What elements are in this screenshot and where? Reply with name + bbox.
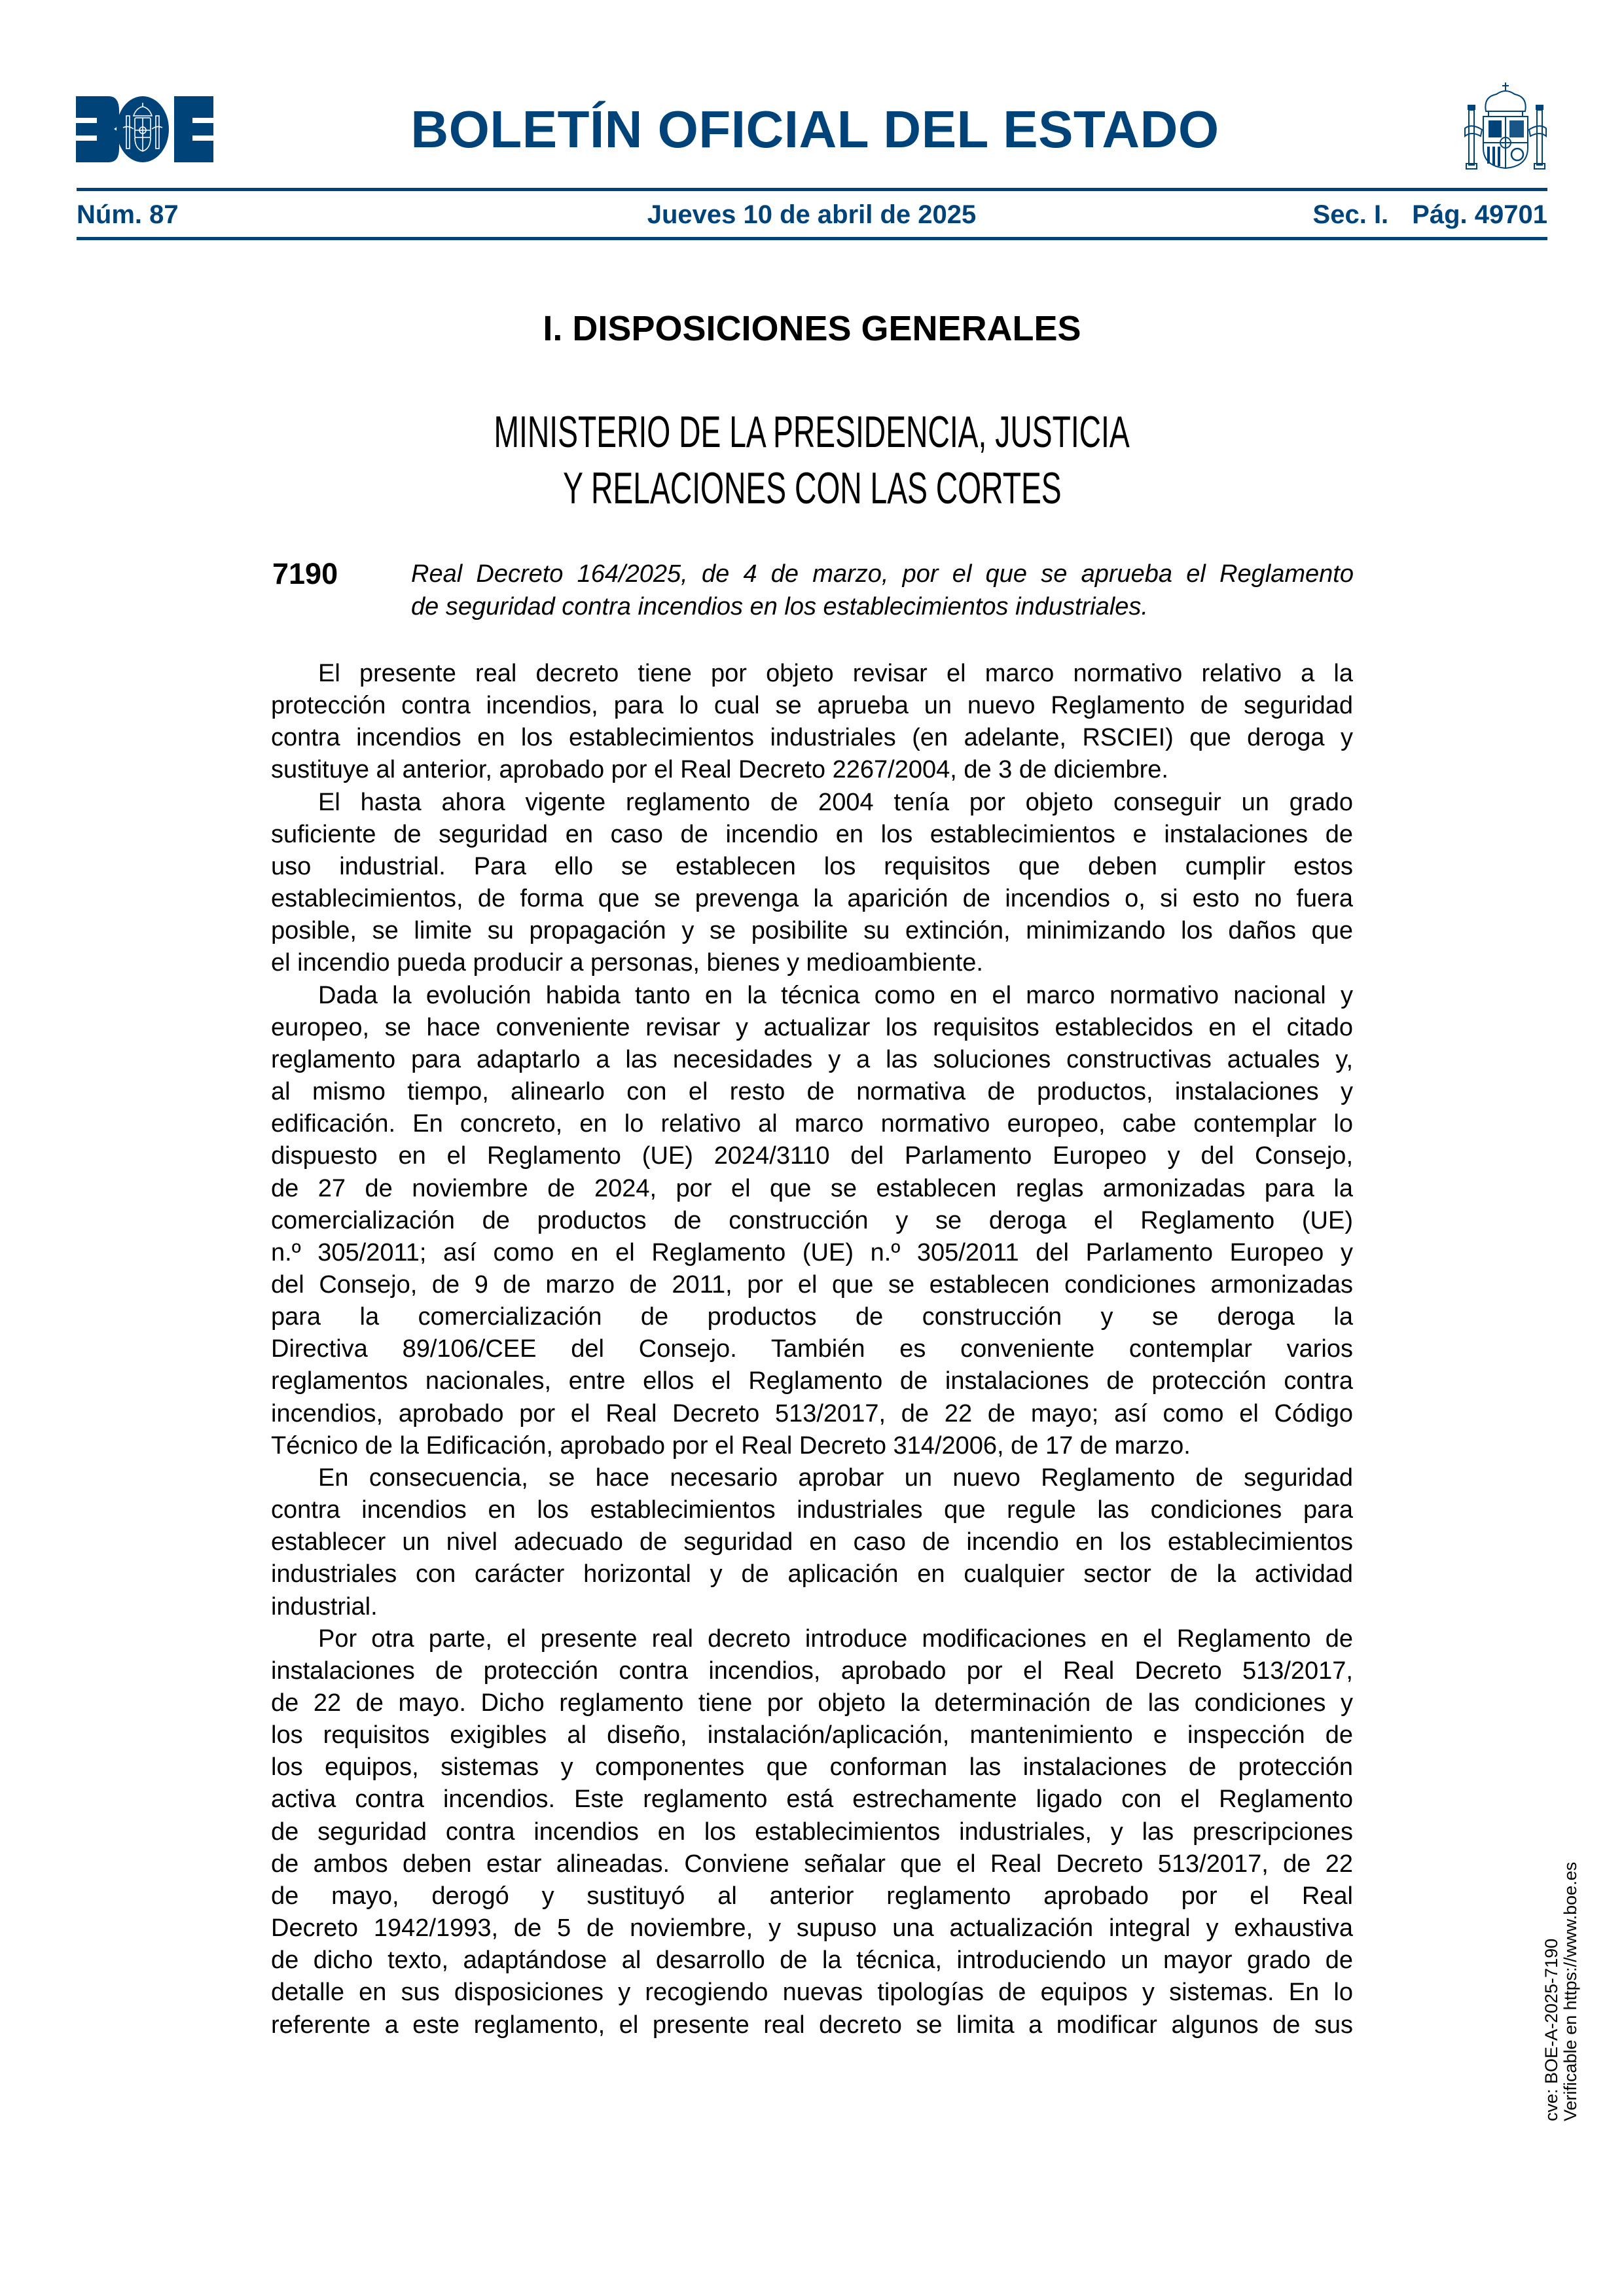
- coat-of-arms: [1464, 82, 1547, 170]
- body-line: n.º 305/2011; así como en el Reglamento (UE) n.º 305/2011 del Parlamento Europeo y: [271, 1238, 1353, 1266]
- header-rule-bottom: [77, 237, 1547, 240]
- body-line: En consecuencia, se hace necesario aprobar un nuevo Reglamento de seguridad: [318, 1463, 1353, 1492]
- section-heading: I. DISPOSICIONES GENERALES: [543, 309, 1081, 348]
- verification-note: [1542, 1833, 1580, 2121]
- issue-number: Núm. 87: [77, 200, 179, 229]
- body-line: dispuesto en el Reglamento (UE) 2024/3110 del Parlamento Europeo y del Consejo,: [271, 1142, 1353, 1170]
- body-line: contra incendios en los establecimientos industriales (en adelante, RSCIEI) que deroga y: [271, 724, 1353, 752]
- body-line: detalle en sus disposiciones y recogiendo nuevas tipologías de equipos y sistemas. En lo: [271, 1979, 1353, 2007]
- body-paragraph: [271, 787, 1353, 980]
- body-line: Decreto 1942/1993, de 5 de noviembre, y supuso una actualización integral y exhaustiva: [271, 1914, 1353, 1943]
- body-line: reglamentos nacionales, entre ellos el Reglamento de instalaciones de protección contra: [271, 1367, 1353, 1395]
- boe-logo: [76, 96, 240, 162]
- body-line: al mismo tiempo, alinearlo con el resto de normativa de productos, instalaciones y: [271, 1078, 1353, 1106]
- body-line: El presente real decreto tiene por objeto revisar el marco normativo relativo a la: [318, 660, 1353, 687]
- issue-date: Jueves 10 de abril de 2025: [647, 200, 977, 229]
- boe-logo-icon: [76, 96, 240, 162]
- body-line: protección contra incendios, para lo cual se aprueba un nuevo Reglamento de seguridad: [271, 692, 1353, 720]
- coat-of-arms-icon: [1464, 82, 1547, 170]
- body-line: Técnico de la Edificación, aprobado por el Real Decreto 314/2006, de 17 de marzo.: [271, 1431, 1191, 1460]
- body-line: reglamento para adaptarlo a las necesidades y a las soluciones constructivas actuales y,: [271, 1045, 1353, 1073]
- body-line: del Consejo, de 9 de marzo de 2011, por el que se establecen condiciones armonizadas: [271, 1270, 1353, 1299]
- decree-title: [411, 558, 1354, 623]
- decree-title-line: de seguridad contra incendios en los establecimientos industriales.: [411, 593, 1148, 620]
- decree-number: 7190: [272, 557, 338, 590]
- body-line: uso industrial. Para ello se establecen los requisitos que deben cumplir estos: [271, 852, 1353, 880]
- body-line: Por otra parte, el presente real decreto introduce modificaciones en el Reglamento de: [318, 1624, 1353, 1653]
- body-line: los requisitos exigibles al diseño, instalación/aplicación, mantenimiento e inspección de: [271, 1721, 1353, 1749]
- body-line: incendios, aprobado por el Real Decreto 513/2017, de 22 de mayo; así como el Código: [271, 1399, 1353, 1427]
- document-body: [271, 658, 1353, 2041]
- body-line: de dicho texto, adaptándose al desarrollo de la técnica, introduciendo un mayor grado de: [271, 1946, 1353, 1975]
- body-line: sustituye al anterior, aprobado por el Real Decreto 2267/2004, de 3 de diciembre.: [271, 756, 1168, 784]
- body-line: contra incendios en los establecimientos industriales que regule las condiciones para: [271, 1496, 1353, 1524]
- section-label: Sec. I.: [1312, 200, 1389, 229]
- body-line: referente a este reglamento, el presente real decreto se limita a modificar algunos de sus: [271, 2011, 1353, 2039]
- decree-title-line: Real Decreto 164/2025, de 4 de marzo, por el que se aprueba el Reglamento: [411, 560, 1354, 588]
- body-line: para la comercialización de productos de construcción y se deroga la: [271, 1303, 1353, 1331]
- body-line: Dada la evolución habida tanto en la técnica como en el marco normativo nacional y: [318, 981, 1353, 1009]
- body-paragraph: [271, 980, 1353, 1462]
- section-page: [1313, 199, 1547, 230]
- body-line: industriales con carácter horizontal y de aplicación en cualquier sector de la actividad: [271, 1560, 1353, 1588]
- ministry-line-1: MINISTERIO DE LA PRESIDENCIA, JUSTICIA: [494, 407, 1130, 457]
- body-line: industrial.: [271, 1592, 378, 1621]
- body-line: activa contra incendios. Este reglamento está estrechamente ligado con el Reglamento: [271, 1785, 1353, 1814]
- body-line: de 27 de noviembre de 2024, por el que se establecen reglas armonizadas para la: [271, 1174, 1353, 1202]
- cve-code: cve: BOE-A-2025-7190: [1542, 1938, 1561, 2121]
- body-line: suficiente de seguridad en caso de incendio en los establecimientos e instalaciones de: [271, 820, 1353, 848]
- ministry-heading-line-2: [271, 462, 1353, 514]
- body-line: edificación. En concreto, en lo relativo al marco normativo europeo, cabe contemplar lo: [271, 1110, 1353, 1138]
- body-line: de 22 de mayo. Dicho reglamento tiene por objeto la determinación de las condiciones y: [271, 1689, 1353, 1717]
- body-line: instalaciones de protección contra incendios, aprobado por el Real Decreto 513/2017,: [271, 1657, 1353, 1685]
- body-paragraph: [271, 658, 1353, 787]
- verification-url: Verificable en https://www.boe.es: [1561, 1861, 1580, 2121]
- page-number: Pág. 49701: [1412, 200, 1547, 229]
- body-line: el incendio pueda producir a personas, bienes y medioambiente.: [271, 949, 983, 977]
- body-line: de ambos deben estar alineadas. Conviene señalar que el Real Decreto 513/2017, de 22: [271, 1850, 1353, 1878]
- body-paragraph: [271, 1462, 1353, 1623]
- body-line: establecimientos, de forma que se prevenga la aparición de incendios o, si esto no fuera: [271, 885, 1353, 913]
- body-paragraph: [271, 1623, 1353, 2041]
- body-line: de seguridad contra incendios en los establecimientos industriales, y las prescripciones: [271, 1818, 1353, 1846]
- body-line: Directiva 89/106/CEE del Consejo. También es conveniente contemplar varios: [271, 1335, 1353, 1363]
- body-line: El hasta ahora vigente reglamento de 2004 tenía por objeto conseguir un grado: [318, 788, 1353, 816]
- body-line: los equipos, sistemas y componentes que conforman las instalaciones de protección: [271, 1753, 1353, 1782]
- ministry-heading-line-1: [271, 406, 1353, 458]
- body-line: europeo, se hace conveniente revisar y actualizar los requisitos establecidos en el citado: [271, 1013, 1353, 1041]
- body-line: comercialización de productos de construcción y se deroga el Reglamento (UE): [271, 1206, 1353, 1234]
- body-line: establecer un nivel adecuado de seguridad en caso de incendio en los establecimientos: [271, 1528, 1353, 1556]
- header-rule-top: [77, 188, 1547, 191]
- publication-title: BOLETÍN OFICIAL DEL ESTADO: [410, 100, 1219, 158]
- body-line: de mayo, derogó y sustituyó al anterior reglamento aprobado por el Real: [271, 1882, 1353, 1910]
- ministry-line-2: Y RELACIONES CON LAS CORTES: [562, 463, 1062, 513]
- body-line: posible, se limite su propagación y se posibilite su extinción, minimizando los daños que: [271, 917, 1353, 945]
